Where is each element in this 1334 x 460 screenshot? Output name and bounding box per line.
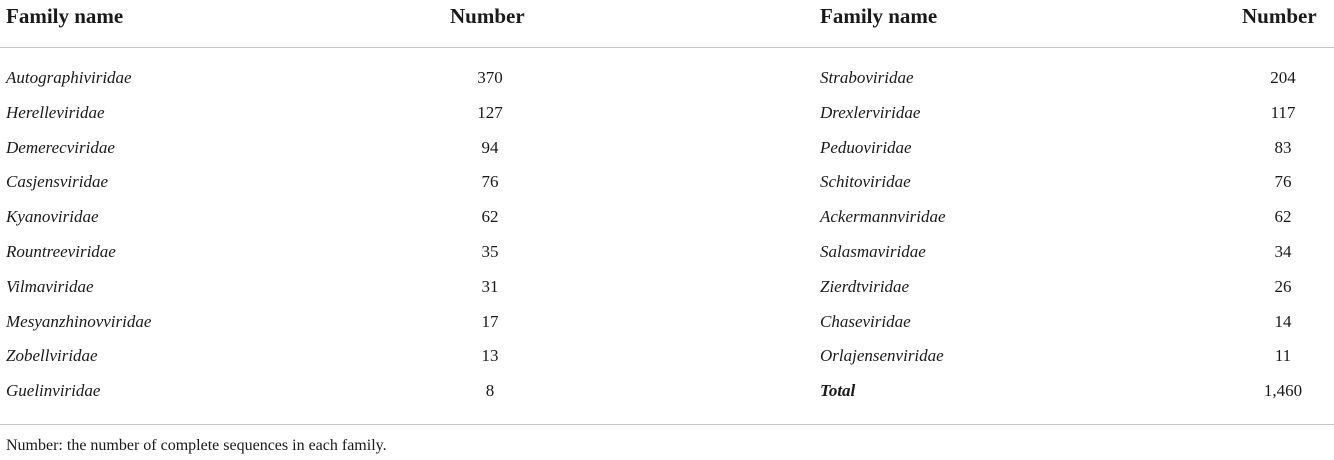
left-number-cell: 370	[477, 68, 503, 87]
header-family-name-left: Family name	[6, 4, 124, 28]
right-family-name-cell: Orlajensenviridae	[820, 346, 944, 365]
header-number-right: Number	[1242, 4, 1317, 28]
right-family-name-cell: Drexlerviridae	[820, 103, 921, 122]
left-number-cell: 76	[481, 172, 499, 191]
left-family-name-cell: Herelleviridae	[6, 103, 105, 122]
left-number-cell: 35	[481, 242, 499, 261]
right-family-name-cell: Zierdtviridae	[820, 277, 910, 296]
right-number-cell: 14	[1274, 312, 1292, 331]
left-family-name-cell: Casjensviridae	[6, 172, 108, 191]
right-family-name-cell: Salasmaviridae	[820, 242, 926, 261]
left-family-name-cell: Vilmaviridae	[6, 277, 94, 296]
left-family-name-cell: Guelinviridae	[6, 381, 101, 400]
right-number-cell: 117	[1270, 103, 1296, 122]
right-family-name-cell: Straboviridae	[820, 68, 914, 87]
right-family-name-cell: Peduoviridae	[820, 138, 912, 157]
right-number-cell: 11	[1274, 346, 1292, 365]
right-number-cell: 204	[1270, 68, 1296, 87]
left-number-cell: 17	[481, 312, 499, 331]
right-number-cell: 62	[1274, 207, 1292, 226]
header-family-name-right: Family name	[820, 4, 938, 28]
left-family-name-cell: Mesyanzhinovviridae	[6, 312, 152, 331]
left-family-name-cell: Kyanoviridae	[6, 207, 99, 226]
right-family-name-cell: Schitoviridae	[820, 172, 911, 191]
right-number-cell: 76	[1274, 172, 1292, 191]
table-footnote: Number: the number of complete sequences in each family.	[6, 437, 387, 454]
left-family-name-cell: Zobellviridae	[6, 346, 98, 365]
left-family-name-cell: Rountreeviridae	[6, 242, 116, 261]
left-number-cell: 62	[481, 207, 499, 226]
left-family-name-cell: Autographiviridae	[6, 68, 132, 87]
header-number-left: Number	[450, 4, 525, 28]
left-number-cell: 13	[481, 346, 499, 365]
left-family-name-cell: Demerecviridae	[6, 138, 115, 157]
left-number-cell: 94	[481, 138, 499, 157]
right-family-name-cell: Chaseviridae	[820, 312, 911, 331]
table-bottom-rule	[0, 424, 1334, 425]
right-family-name-cell: Ackermannviridae	[820, 207, 946, 226]
header-divider	[0, 47, 1334, 48]
right-number-cell: 26	[1274, 277, 1292, 296]
left-number-cell: 8	[485, 381, 495, 400]
left-number-cell: 31	[481, 277, 499, 296]
right-number-cell: 34	[1274, 242, 1292, 261]
total-label: Total	[820, 381, 856, 400]
right-number-cell: 83	[1274, 138, 1292, 157]
total-value: 1,460	[1263, 381, 1303, 400]
left-number-cell: 127	[477, 103, 503, 122]
